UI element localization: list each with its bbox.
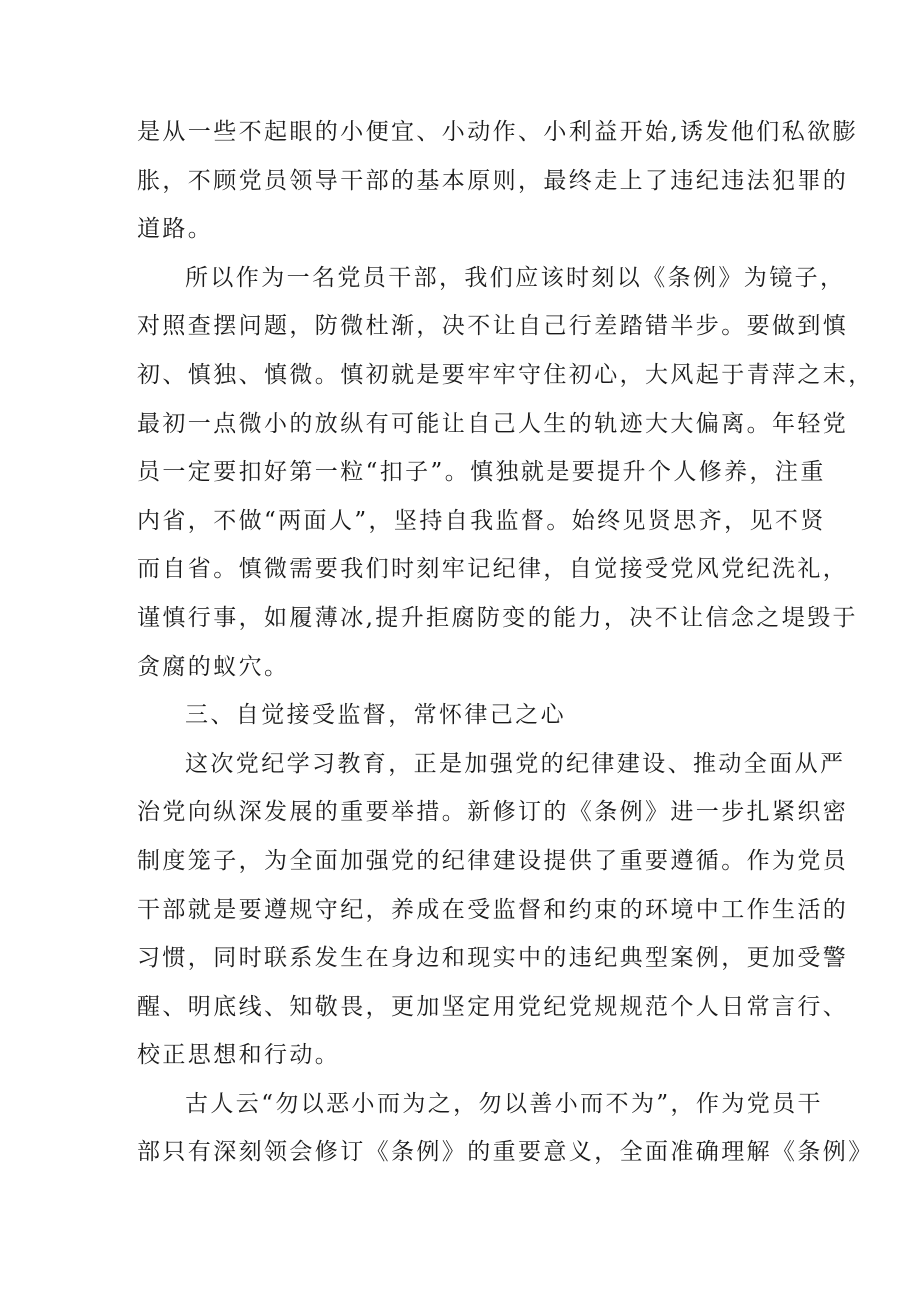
paragraph-start-line: 这次党纪学习教育，正是加强党的纪律建设、推动全面从严 <box>185 750 846 777</box>
paragraph-start-line: 所以作为一名党员干部，我们应该时刻以《条例》为镜子， <box>185 264 846 291</box>
text-line: 部只有深刻领会修订《条例》的重要意义，全面准确理解《条例》 <box>137 1139 874 1166</box>
text-line: 最初一点微小的放纵有可能让自己人生的轨迹大大偏离。年轻党 <box>137 410 849 437</box>
text-line: 干部就是要遵规守纪，养成在受监督和约束的环境中工作生活的 <box>137 896 849 923</box>
text-line: 员一定要扣好第一粒“扣子”。慎独就是要提升个人修养，注重 <box>137 459 826 486</box>
text-line: 醒、明底线、知敬畏，更加坚定用党纪党规规范个人日常言行、 <box>137 993 849 1020</box>
text-line: 谨慎行事，如履薄冰,提升拒腐防变的能力，决不让信念之堤毁于 <box>137 604 858 631</box>
text-line: 初、慎独、慎微。慎初就是要牢牢守住初心，大风起于青萍之末， <box>137 361 874 388</box>
paragraph-start-line: 古人云“勿以恶小而为之，勿以善小而不为”，作为党员干 <box>185 1090 823 1117</box>
text-line: 是从一些不起眼的小便宜、小动作、小利益开始,诱发他们私欲膨 <box>137 119 858 145</box>
text-line: 内省，不做“两面人”，坚持自我监督。始终见贤思齐，见不贤 <box>137 507 826 534</box>
text-line: 贪腐的蚁穴。 <box>137 653 290 680</box>
text-line: 道路。 <box>137 216 214 243</box>
text-line: 而自省。慎微需要我们时刻牢记纪律，自觉接受党风党纪洗礼， <box>137 556 849 583</box>
text-line: 习惯，同时联系发生在身边和现实中的违纪典型案例，更加受警 <box>137 945 849 972</box>
text-line: 胀，不顾党员领导干部的基本原则，最终走上了违纪违法犯罪的 <box>137 167 849 194</box>
text-line: 治党向纵深发展的重要举措。新修订的《条例》进一步扎紧织密 <box>137 799 849 826</box>
document-body <box>137 108 874 1177</box>
text-line: 制度笼子，为全面加强党的纪律建设提供了重要遵循。作为党员 <box>137 847 849 874</box>
section-heading: 三、自觉接受监督，常怀律己之心 <box>185 702 566 729</box>
text-line: 校正思想和行动。 <box>137 1042 341 1069</box>
text-line: 对照查摆问题，防微杜渐，决不让自己行差踏错半步。要做到慎 <box>137 313 849 340</box>
